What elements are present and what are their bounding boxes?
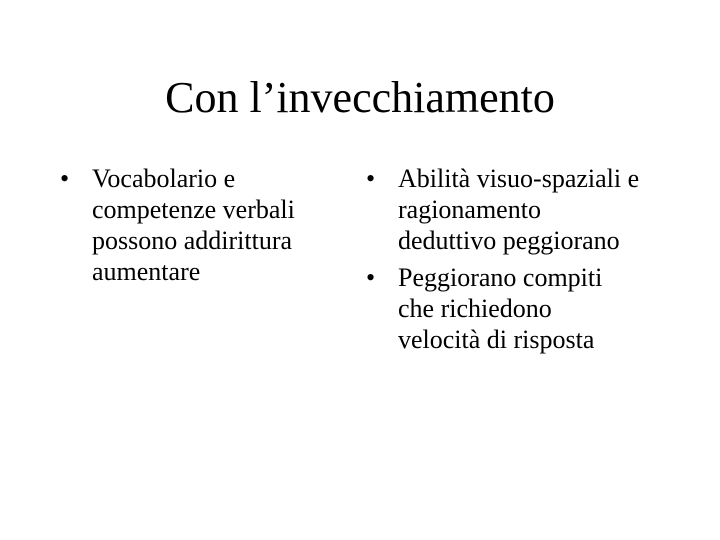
bullet-text-line: competenze verbali (92, 195, 295, 224)
slide-title: Con l’invecchiamento (165, 73, 555, 122)
bullet-text-line: Vocabolario e (92, 164, 236, 193)
bullet-icon: • (60, 164, 70, 193)
bullet-text-line: velocità di risposta (398, 325, 595, 354)
bullet-text-line: aumentare (92, 257, 201, 286)
bullet-text-line: ragionamento (398, 195, 541, 224)
right-bullet-2 (366, 262, 666, 355)
bullet-text-line: Peggiorano compiti (398, 263, 603, 292)
bullet-text-line: possono addirittura (92, 226, 293, 255)
bullet-text-line: deduttivo peggiorano (398, 226, 620, 255)
right-bullet-1 (366, 163, 666, 256)
bullet-text-line: Abilità visuo-spaziali e (398, 164, 640, 193)
left-bullet-1 (60, 163, 330, 287)
bullet-icon: • (366, 263, 376, 292)
left-bullet-column (60, 163, 330, 287)
bullet-text-line: che richiedono (398, 294, 552, 323)
bullet-icon: • (366, 164, 376, 193)
right-bullet-column (366, 163, 666, 355)
